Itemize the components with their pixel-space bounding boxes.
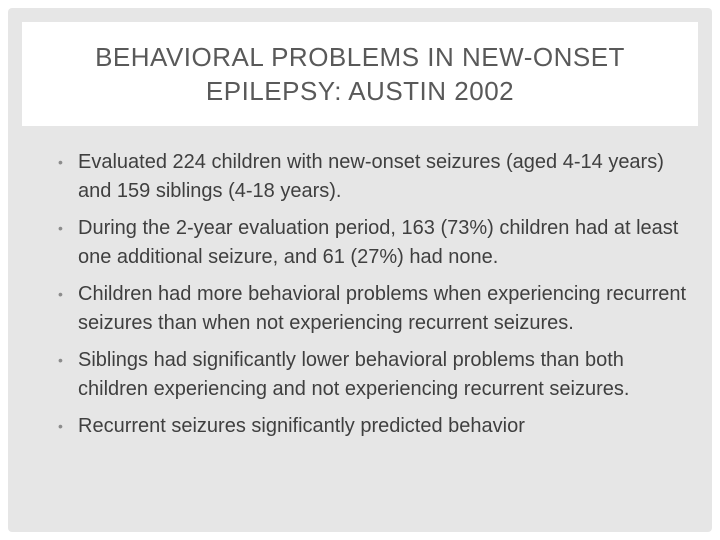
bullet-icon: • (58, 154, 63, 170)
bullet-text: Recurrent seizures significantly predicted behavior (78, 415, 525, 437)
bullet-icon: • (58, 352, 63, 368)
bullet-item (22, 280, 698, 338)
bullet-item (22, 412, 698, 441)
bullet-icon: • (58, 286, 63, 302)
bullet-text: Children had more behavioral problems when experiencing recurrent seizures than when not experiencing recurrent seizures. (78, 283, 687, 334)
bullet-item (22, 346, 698, 404)
title-box (22, 22, 698, 126)
slide-title (95, 40, 625, 108)
bullet-item (22, 214, 698, 272)
bullet-icon: • (58, 418, 63, 434)
slide-body (22, 148, 698, 540)
bullet-item (22, 148, 698, 206)
bullet-text: During the 2-year evaluation period, 163 (73%) children had at least one additional seizure, and 61 (27%) had none. (78, 217, 679, 268)
bullet-icon: • (58, 220, 63, 236)
bullet-text: Evaluated 224 children with new-onset seizures (aged 4-14 years) and 159 siblings (4-18 years). (78, 151, 664, 202)
bullet-text: Siblings had significantly lower behavioral problems than both children experiencing and not experiencing recurrent seizures. (78, 349, 630, 400)
slide-title-line-1: BEHAVIORAL PROBLEMS IN NEW-ONSET (95, 42, 625, 72)
slide-title-line-2: EPILEPSY: AUSTIN 2002 (205, 76, 515, 106)
bullet-list (22, 148, 698, 441)
